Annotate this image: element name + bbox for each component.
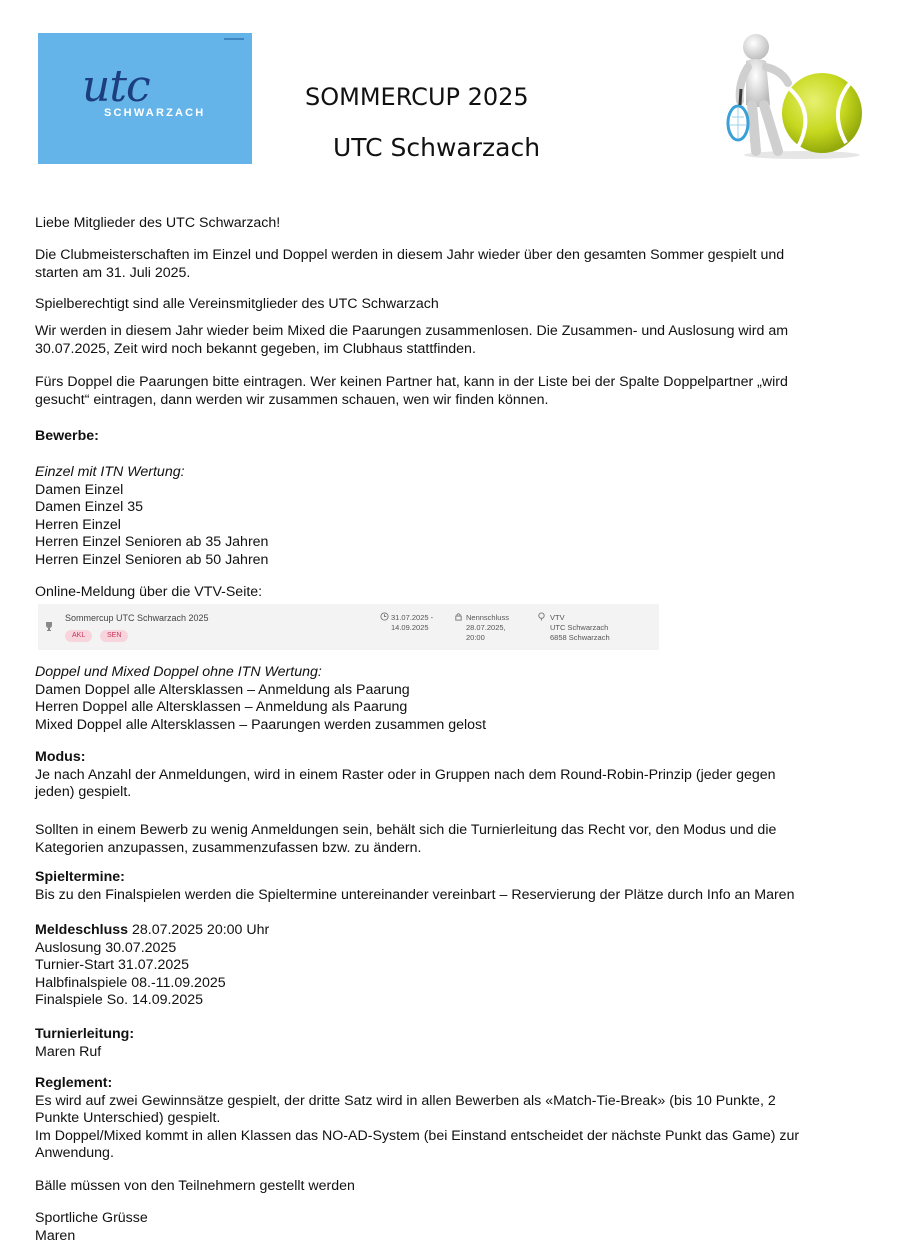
list-item: Damen Einzel 35 (35, 499, 144, 515)
tennis-mascot-image (712, 27, 864, 160)
text-line: Punkte Unterschied) gespielt. (35, 1110, 221, 1126)
text-line: Im Doppel/Mixed kommt in allen Klassen das NO-AD-System (bei Einstand entscheidet der nächste Punkt das Game) zur (35, 1127, 800, 1144)
doppel-section (35, 664, 885, 734)
turnierleitung-heading: Turnierleitung: (35, 1026, 135, 1042)
clock-icon (380, 612, 389, 621)
list-item: Damen Einzel (35, 481, 124, 498)
logo-mark (224, 38, 244, 40)
list-item: Herren Einzel Senioren ab 35 Jahren (35, 534, 269, 550)
closing (35, 1210, 885, 1245)
club-logo (38, 33, 252, 164)
date-item: Auslosung 30.07.2025 (35, 939, 177, 956)
list-item: Herren Einzel Senioren ab 50 Jahren (35, 551, 269, 568)
tournament-name[interactable]: Sommercup UTC Schwarzach 2025 (65, 613, 209, 623)
text-line: 28.07.2025, (466, 623, 506, 632)
intro-paragraph-1 (35, 247, 885, 282)
text-line: 20:00 (466, 633, 485, 642)
registration-deadline (466, 613, 509, 643)
text-line: VTV (550, 613, 565, 622)
einzel-heading: Einzel mit ITN Wertung: (35, 464, 185, 480)
text-line: Wir werden in diesem Jahr wieder beim Mixed die Paarungen zusammenlosen. Die Zusammen- und Auslosung wird am (35, 323, 789, 339)
text-line: starten am 31. Juli 2025. (35, 264, 191, 281)
list-item: Damen Doppel alle Altersklassen – Anmeldung als Paarung (35, 681, 410, 698)
text-line: 30.07.2025, Zeit wird noch bekannt gegeben, im Clubhaus stattfinden. (35, 340, 476, 357)
vtv-tournament-listing[interactable] (38, 604, 659, 650)
text-line: Die Clubmeisterschaften im Einzel und Doppel werden in diesem Jahr wieder über den gesamten Sommer gespielt und (35, 247, 785, 263)
date-item: Turnier-Start 31.07.2025 (35, 957, 190, 973)
text-line: 6858 Schwarzach (550, 633, 610, 642)
closing-name: Maren (35, 1227, 76, 1244)
reglement-section (35, 1075, 885, 1163)
turnierleitung-name: Maren Ruf (35, 1043, 102, 1060)
intro-paragraph-3 (35, 323, 885, 358)
balls-note: Bälle müssen von den Teilnehmern gestellt werden (35, 1178, 355, 1194)
category-badge: SEN (100, 630, 128, 642)
page-title: SOMMERCUP 2025 (305, 83, 529, 111)
text-line: UTC Schwarzach (550, 623, 609, 632)
spieltermine-heading: Spieltermine: (35, 869, 125, 885)
logo-subtitle: SCHWARZACH (104, 107, 206, 119)
closing-greeting: Sportliche Grüsse (35, 1210, 148, 1226)
organizer-info (550, 613, 610, 643)
bewerbe-heading: Bewerbe: (35, 428, 99, 444)
meldeschluss-value: 28.07.2025 20:00 Uhr (128, 922, 270, 938)
text-line: gesucht“ eintragen, dann werden wir zusammen schauen, wen wir finden können. (35, 391, 549, 408)
online-label: Online-Meldung über die VTV-Seite: (35, 584, 263, 600)
logo-script: utc (82, 61, 150, 112)
date-item: Halbfinalspiele 08.-11.09.2025 (35, 974, 226, 991)
doppel-heading: Doppel und Mixed Doppel ohne ITN Wertung: (35, 664, 322, 680)
greeting: Liebe Mitglieder des UTC Schwarzach! (35, 215, 281, 231)
modus-note (35, 822, 885, 857)
text-line: Je nach Anzahl der Anmeldungen, wird in einem Raster oder in Gruppen nach dem Round-Robin-Prinzip (jeder gegen (35, 766, 776, 783)
page-subtitle: UTC Schwarzach (333, 133, 541, 162)
modus-heading: Modus: (35, 749, 86, 765)
dates-section (35, 922, 885, 1010)
text-line: Fürs Doppel die Paarungen bitte eintragen. Wer keinen Partner hat, kann in der Liste bei der Spalte Doppelpartner „wird (35, 374, 788, 390)
intro-paragraph-2: Spielberechtigt sind alle Vereinsmitglieder des UTC Schwarzach (35, 296, 439, 312)
text-line: Nennschluss (466, 613, 509, 622)
tournament-dates (391, 613, 433, 633)
reglement-heading: Reglement: (35, 1075, 113, 1091)
list-item: Mixed Doppel alle Altersklassen – Paarungen werden zusammen gelost (35, 716, 487, 733)
text-line: 14.09.2025 (391, 623, 429, 632)
meldeschluss-label: Meldeschluss (35, 922, 129, 938)
einzel-section (35, 464, 885, 569)
list-item: Herren Einzel (35, 516, 121, 533)
text-line: Sollten in einem Bewerb zu wenig Anmeldungen sein, behält sich die Turnierleitung das Recht vor, den Modus und die (35, 822, 777, 838)
text-line: Kategorien anzupassen, zusammenzufassen bzw. zu ändern. (35, 839, 422, 856)
text-line: jeden) gespielt. (35, 784, 132, 800)
lock-icon (454, 612, 463, 621)
trophy-icon (43, 620, 55, 632)
modus-section (35, 749, 885, 802)
turnierleitung-section (35, 1026, 885, 1061)
location-icon (537, 612, 546, 621)
text-line: Es wird auf zwei Gewinnsätze gespielt, der dritte Satz wird in allen Bewerben als «Match-Tie-Break» (bis 10 Punkte, 2 (35, 1092, 776, 1109)
intro-paragraph-4 (35, 374, 885, 409)
list-item: Herren Doppel alle Altersklassen – Anmeldung als Paarung (35, 699, 408, 715)
date-item: Finalspiele So. 14.09.2025 (35, 992, 204, 1008)
text-line: 31.07.2025 - (391, 613, 434, 622)
category-badge: AKL (65, 630, 92, 642)
text-line: Bis zu den Finalspielen werden die Spieltermine untereinander vereinbart – Reservierung der Plätze durch Info an Maren (35, 886, 795, 903)
spieltermine-section (35, 869, 885, 904)
text-line: Anwendung. (35, 1145, 114, 1161)
